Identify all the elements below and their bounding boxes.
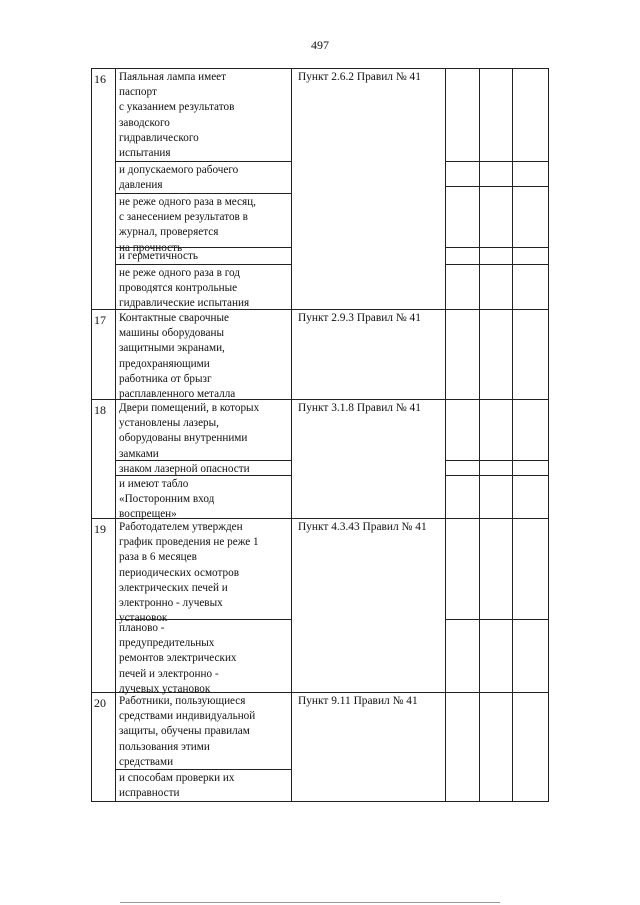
segment-rule xyxy=(115,193,292,194)
requirement-text-line: предохраняющими xyxy=(119,357,210,370)
requirement-text-line: проводятся контрольные xyxy=(119,282,238,295)
rule-reference: Пункт 4.3.43 Правил № 41 xyxy=(298,521,427,533)
requirement-text-line: замками xyxy=(119,447,159,460)
requirement-text-line: и допускаемого рабочего xyxy=(119,164,239,176)
check-column-rule xyxy=(445,619,549,620)
requirement-text-line: не реже одного раза в год xyxy=(119,267,240,279)
requirement-text-line: Работодателем утвержден xyxy=(119,521,243,533)
table-row-rule xyxy=(91,68,549,69)
requirement-text-line: защиты, обучены правилам xyxy=(119,725,250,738)
segment-rule xyxy=(115,460,292,461)
requirement-text-line: машины оборудованы xyxy=(119,327,224,340)
requirement-text-line: оборудованы внутренними xyxy=(119,432,248,445)
requirement-text-line: работника от брызг xyxy=(119,372,212,385)
requirement-text-line: периодических осмотров xyxy=(119,566,239,579)
requirement-text-line: электронно - лучевых xyxy=(119,597,223,609)
row-number: 18 xyxy=(94,403,106,417)
page-number: 497 xyxy=(311,38,329,52)
requirement-text-line: паспорт xyxy=(119,86,157,99)
requirement-text-line: испытания xyxy=(119,147,171,159)
requirement-text-line: знаком лазерной опасности xyxy=(119,463,250,475)
bottom-rule xyxy=(120,902,500,903)
segment-rule xyxy=(115,161,292,162)
requirement-text-line: «Посторонним вход xyxy=(119,493,215,506)
check-column-rule xyxy=(445,460,549,461)
check-column-rule xyxy=(445,161,549,162)
row-number: 20 xyxy=(94,696,106,710)
row-number: 19 xyxy=(94,522,106,536)
check-column-rule xyxy=(445,264,549,265)
segment-rule xyxy=(115,264,292,265)
requirement-text-line: гидравлические испытания xyxy=(119,297,250,310)
requirement-text-line: давления xyxy=(119,179,163,192)
requirement-text-line: пользования этими xyxy=(119,740,210,753)
check-column-rule xyxy=(445,247,549,248)
requirement-text-line: Двери помещений, в которых xyxy=(119,402,260,414)
requirement-text-line: и имеют табло xyxy=(119,478,189,490)
row-number: 16 xyxy=(94,72,106,86)
rule-reference: Пункт 2.9.3 Правил № 41 xyxy=(298,312,421,324)
requirement-text-line: защитными экранами, xyxy=(119,342,225,355)
requirement-text-line: Контактные сварочные xyxy=(119,312,229,324)
row-number: 17 xyxy=(94,313,106,327)
rule-reference: Пункт 2.6.2 Правил № 41 xyxy=(298,71,421,83)
requirement-text-line: с занесением результатов в xyxy=(119,211,248,224)
segment-rule xyxy=(115,475,292,476)
requirement-text-line: средствами индивидуальной xyxy=(119,710,256,723)
requirement-text-line: ремонтов электрических xyxy=(119,652,237,665)
requirement-text-line: Работники, пользующиеся xyxy=(119,695,246,707)
requirement-text-line: заводского xyxy=(119,116,170,129)
requirement-text-line: раза в 6 месяцев xyxy=(119,551,197,564)
requirement-text-line: электрических печей и xyxy=(119,581,228,594)
requirement-text-line: воспрещен» xyxy=(119,508,177,521)
requirement-text-line: Паяльная лампа имеет xyxy=(119,71,227,83)
requirement-text-line: планово - xyxy=(119,622,165,634)
check-column-rule xyxy=(445,475,549,476)
requirement-text-line: установлены лазеры, xyxy=(119,417,219,430)
segment-rule xyxy=(115,619,292,620)
rule-reference: Пункт 9.11 Правил № 41 xyxy=(298,695,418,707)
segment-rule xyxy=(115,247,292,248)
requirement-text-line: лучевых установок xyxy=(119,682,211,695)
requirement-text-line: гидравлического xyxy=(119,131,199,144)
check-column-rule xyxy=(445,186,549,187)
requirement-text-line: предупредительных xyxy=(119,637,215,650)
requirement-text-line: расплавленного металла xyxy=(119,388,236,400)
requirement-text-line: печей и электронно - xyxy=(119,667,219,680)
requirement-text-line: и герметичность xyxy=(119,250,198,262)
requirement-text-line: исправности xyxy=(119,787,180,800)
segment-rule xyxy=(115,769,292,770)
requirement-text-line: не реже одного раза в месяц, xyxy=(119,196,256,208)
requirement-text-line: график проведения не реже 1 xyxy=(119,536,259,549)
requirement-text-line: журнал, проверяется xyxy=(119,226,219,239)
requirement-text-line: и способам проверки их xyxy=(119,772,235,784)
requirement-text-line: с указанием результатов xyxy=(119,101,235,114)
requirement-text-line: средствами xyxy=(119,755,174,768)
rule-reference: Пункт 3.1.8 Правил № 41 xyxy=(298,402,421,414)
